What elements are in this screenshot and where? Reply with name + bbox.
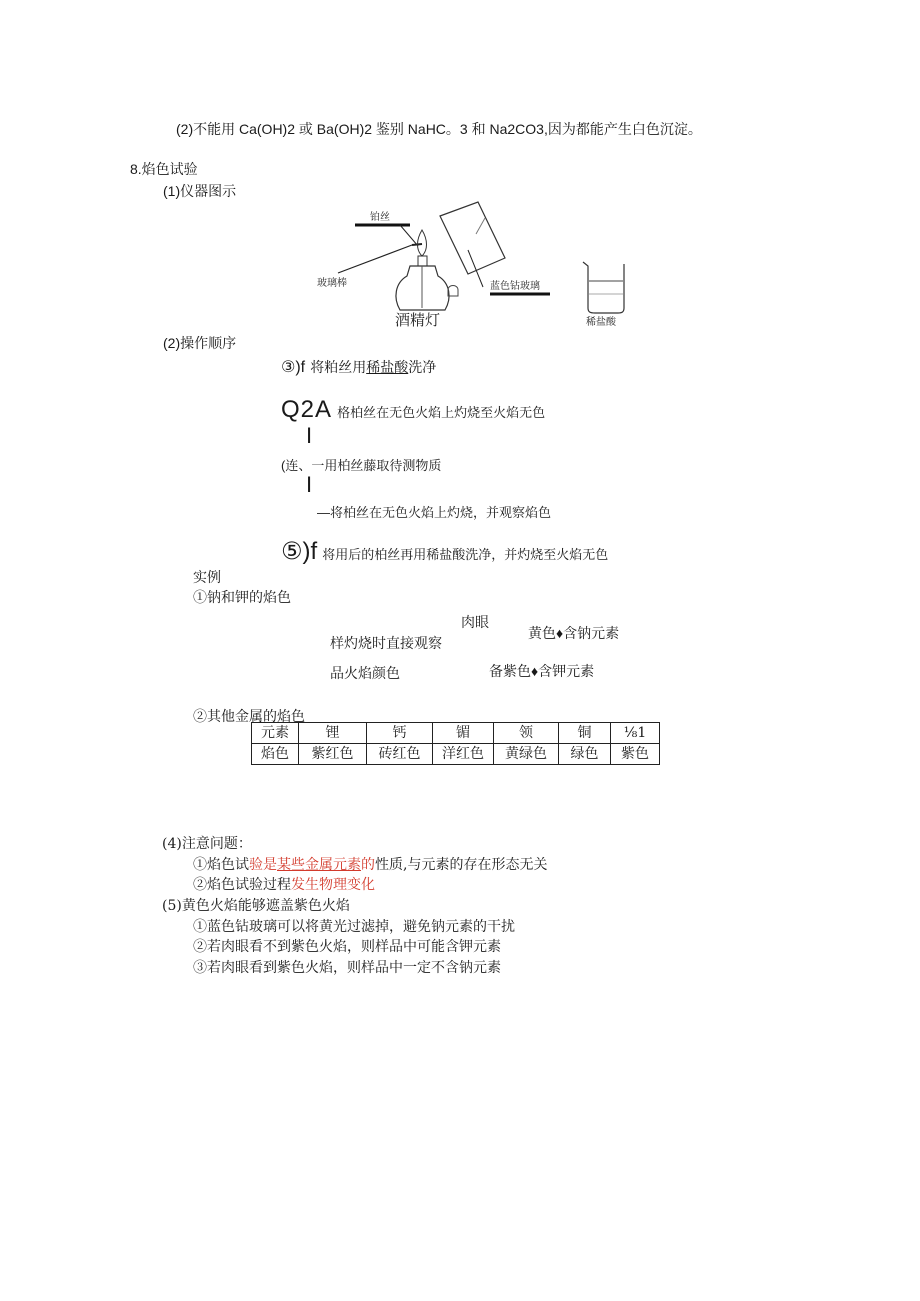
yellow-flame-item-1: ①蓝色钻玻璃可以将黄光过滤掉，避免钠元素的干扰 — [193, 919, 515, 935]
subsection-apparatus: (1)仪器图示 — [163, 183, 237, 199]
step-1 — [281, 357, 436, 377]
potassium-result: 备紫色♦含钾元素 — [489, 663, 595, 679]
examples-title: 实例 — [193, 570, 221, 586]
table-cell: 洋红色 — [433, 744, 494, 765]
note-2-b: 发生物理变化 — [291, 877, 375, 893]
note-1-e: 性质,与元素的存在形态无关 — [375, 857, 548, 873]
step-4: —将柏丝在无色火焰上灼烧，并观察焰色 — [317, 505, 552, 520]
yellow-flame-item-3: ③若肉眼看到紫色火焰，则样品中一定不含钠元素 — [193, 960, 501, 976]
table-cell: 紫色 — [611, 744, 660, 765]
section-title: 8.焰色试验 — [130, 161, 198, 177]
note-2 — [193, 874, 375, 894]
note-1-d: 的 — [361, 857, 375, 873]
lamp-wick — [418, 256, 427, 266]
table-cell: 锂 — [299, 723, 367, 744]
step-5-marker: ⑤)f — [281, 538, 318, 565]
examples-item-2: ②其他金属的焰色 — [193, 709, 305, 725]
step-1-marker: ③)f — [281, 359, 306, 376]
label-acid: 稀盐酸 — [586, 317, 616, 328]
flow-arrow-1: I — [306, 423, 313, 448]
step-1-text-c: 洗净 — [408, 359, 437, 375]
eye-label: 肉眼 — [461, 614, 489, 630]
table-row — [252, 744, 660, 765]
label-glass-rod: 玻璃棒 — [317, 278, 347, 289]
table-cell: ⅛1 — [611, 723, 660, 744]
intro-line: (2)不能用 Ca(OH)2 或 Ba(OH)2 鉴别 NaHC。3 和 Na2CO3,因为都能产生白色沉淀。 — [176, 121, 702, 137]
note-2-a: ②焰色试验过程 — [193, 877, 291, 893]
flame-color-table — [251, 722, 660, 765]
table-row — [252, 723, 660, 744]
step-1-text-b: 稀盐酸 — [366, 359, 409, 375]
label-lamp: 酒精灯 — [395, 311, 441, 329]
table-cell: 钙 — [367, 723, 433, 744]
pt-wire-leader — [400, 225, 418, 246]
table-cell: 绿色 — [559, 744, 611, 765]
table-cell: 紫红色 — [299, 744, 367, 765]
step-2 — [281, 396, 545, 424]
beaker — [583, 262, 624, 313]
subsection-operation: (2)操作顺序 — [163, 335, 237, 351]
note-1-c: 某些金属元素 — [277, 857, 361, 873]
glass-rod — [338, 245, 412, 273]
notes-title: (4)注意问题： — [162, 836, 252, 852]
observe-label: 样灼烧时直接观察 — [330, 635, 442, 651]
yellow-flame-title: (5)黄色火焰能够遮盖紫色火焰 — [162, 898, 350, 914]
cobalt-glass-shine — [476, 218, 485, 234]
table-cell: 元素 — [252, 723, 299, 744]
apparatus-figure — [300, 198, 630, 333]
step-5-text: 将用后的柏丝再用稀盐酸洗净，并灼烧至火焰无色 — [322, 547, 609, 562]
note-1-a: ①焰色试 — [193, 857, 249, 873]
sodium-result: 黄色♦含钠元素 — [528, 625, 620, 641]
table-cell: 砖红色 — [367, 744, 433, 765]
table-cell: 领 — [494, 723, 559, 744]
step-2-marker: Q2A — [281, 396, 333, 423]
table-cell: 铜 — [559, 723, 611, 744]
step-3: (连、一用柏丝藤取待测物质 — [281, 458, 442, 473]
table-cell: 镅 — [433, 723, 494, 744]
examples-item-1: ①钠和钾的焰色 — [193, 590, 291, 606]
yellow-flame-item-2: ②若肉眼看不到紫色火焰，则样品中可能含钾元素 — [193, 939, 501, 955]
step-1-text-a: 将粕丝用 — [310, 359, 367, 375]
flame-color-label: 品火焰颜色 — [330, 665, 400, 681]
note-1 — [193, 854, 547, 874]
flow-arrow-2: I — [306, 472, 313, 497]
step-2-text: 格柏丝在无色火焰上灼烧至火焰无色 — [337, 405, 546, 420]
label-pt-wire: 铂丝 — [370, 212, 390, 223]
flame — [418, 230, 427, 256]
note-1-b: 验是 — [249, 857, 277, 873]
table-cell: 黄绿色 — [494, 744, 559, 765]
cobalt-glass-plate — [440, 202, 505, 274]
table-cell: 焰色 — [252, 744, 299, 765]
step-5 — [281, 537, 608, 566]
label-cobalt-glass: 蓝色钴玻璃 — [490, 281, 540, 292]
